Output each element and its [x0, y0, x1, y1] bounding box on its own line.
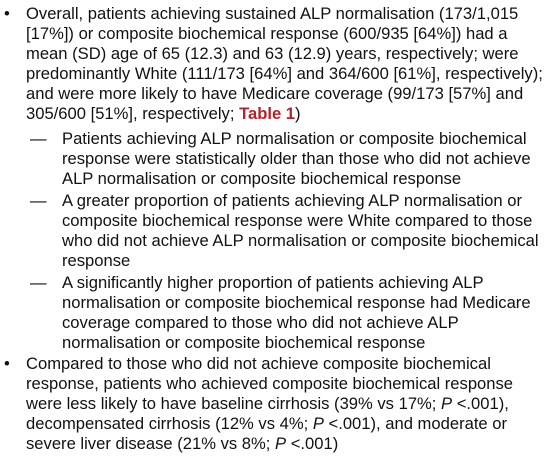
bullet-text [26, 4, 551, 125]
bullet-text [26, 354, 551, 454]
bullet-text-part: <.001), decompensated cirrhosis (12% vs 4%; [26, 394, 509, 434]
bullet-text-part: <.001) [286, 434, 339, 454]
dash-marker: — [30, 191, 47, 210]
dash-marker: — [30, 273, 47, 292]
bullet-marker: • [4, 4, 10, 23]
sub-bullet-text: Patients achieving ALP normalisation or composite biochemical response were statistically older than those who did not achieve ALP normalisation or composite biochemical response [62, 129, 531, 189]
bullet-marker: • [4, 354, 10, 373]
bullet-text-part: Compared to those who did not achieve composite biochemical response, patients who achieved composite biochemical response were less likely to have baseline cirrhosis (39% vs 17%; [26, 354, 514, 414]
table-1-reference[interactable]: Table 1 [239, 104, 296, 124]
bullet-text-close: ) [295, 104, 301, 124]
bullet-text-body: Overall, patients achieving sustained ALP normalisation (173/1,015 [17%]) or composite biochemical response (600/935 [64%]) had a mean (SD) age of 65 (12.3) and 63 (12.9) years, respectively; were predominantly White (111/173 [64%] and 364/600 [61%], respectively); and were more likely to have Medicare coverage (99/173 [57%] and 305/600 [51%], respectively; [26, 4, 543, 124]
p-value-symbol: P [441, 394, 453, 414]
sub-bullet-text: A greater proportion of patients achieving ALP normalisation or composite biochemical response were White compared to those who did not achieve ALP normalisation or composite biochemical response [62, 191, 539, 271]
sub-bullet-text: A significantly higher proportion of patients achieving ALP normalisation or composite biochemical response had Medicare coverage compared to those who did not achieve ALP normalisation or composite biochemical response [62, 273, 531, 353]
p-value-symbol: P [275, 434, 287, 454]
dash-marker: — [30, 129, 47, 148]
bullet-text-part: <.001), and moderate or severe liver disease (21% vs 8%; [26, 414, 508, 454]
p-value-symbol: P [312, 414, 324, 434]
